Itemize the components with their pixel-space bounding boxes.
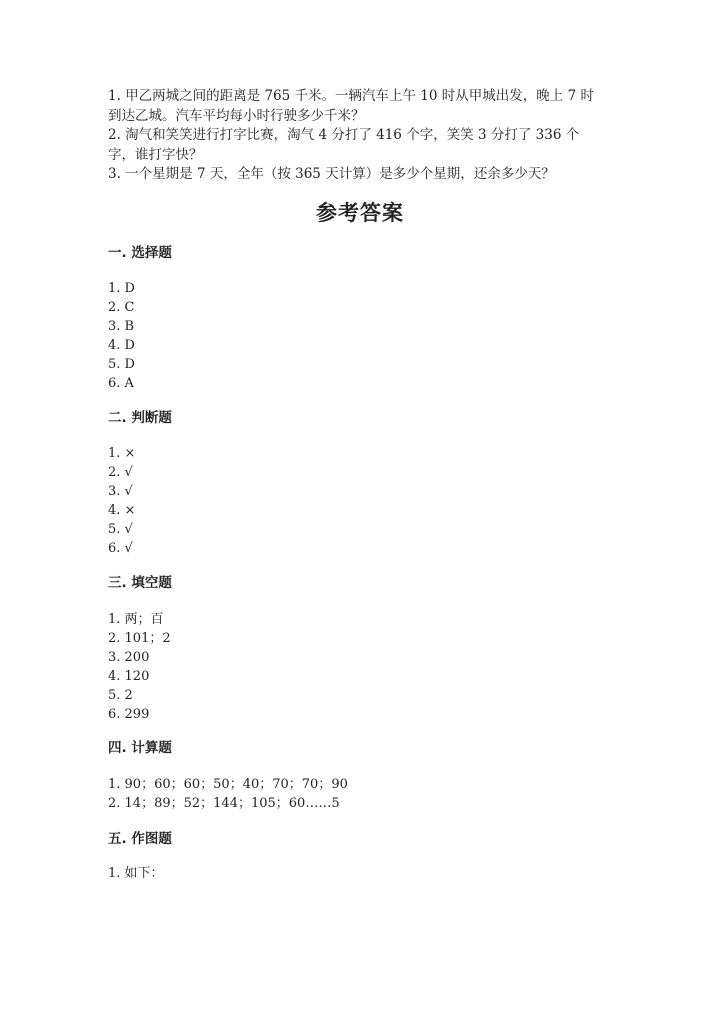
- section-heading-drawing: 五. 作图题: [108, 831, 172, 847]
- list-item: 1. 两；百: [108, 612, 164, 627]
- section-heading-choice: 一. 选择题: [108, 245, 172, 261]
- problem-line: 2. 淘气和笑笑进行打字比赛，淘气 4 分打了 416 个字，笑笑 3 分打了 336 个: [108, 127, 580, 143]
- list-item: 3. √: [108, 484, 133, 499]
- list-item: 5. 2: [108, 688, 133, 703]
- list-item: 4. 120: [108, 669, 150, 684]
- problem-line: 字，谁打字快？: [108, 146, 203, 163]
- list-item: 1. 如下：: [108, 866, 164, 881]
- list-item: 2. √: [108, 465, 133, 480]
- problem-line: 3. 一个星期是 7 天，全年（按 365 天计算）是多少个星期，还余多少天？: [108, 166, 555, 182]
- answer-list-fill-blank: [108, 610, 171, 724]
- list-item: 4. D: [108, 338, 135, 353]
- section-heading-fill-blank: 三. 填空题: [108, 575, 172, 591]
- list-item: 6. √: [108, 541, 133, 556]
- answer-list-judgement: [108, 444, 135, 558]
- section-heading-calculation: 四. 计算题: [108, 740, 172, 756]
- section-heading-judgement: 二. 判断题: [108, 410, 172, 426]
- answer-list-choice: [108, 279, 135, 393]
- problem-line: 1. 甲乙两城之间的距离是 765 千米。一辆汽车上午 10 时从甲城出发，晚上 7 时: [108, 88, 594, 104]
- list-item: 3. 200: [108, 650, 150, 665]
- list-item: 2. 14；89；52；144；105；60……5: [108, 796, 340, 811]
- list-item: 2. C: [108, 300, 135, 315]
- problem-line: 到达乙城。汽车平均每小时行驶多少千米？: [108, 107, 365, 124]
- answer-list-calculation: [108, 775, 348, 813]
- list-item: 1. D: [108, 281, 135, 296]
- list-item: 1. 90；60；60；50；40；70；70；90: [108, 777, 348, 792]
- list-item: 4. ×: [108, 503, 136, 518]
- word-problems: [108, 87, 628, 185]
- answer-list-drawing: [108, 864, 164, 883]
- list-item: 1. ×: [108, 446, 136, 461]
- answer-title: 参考答案: [316, 201, 404, 225]
- list-item: 3. B: [108, 319, 135, 334]
- list-item: 6. A: [108, 376, 134, 391]
- list-item: 5. √: [108, 522, 133, 537]
- list-item: 6. 299: [108, 707, 150, 722]
- list-item: 2. 101；2: [108, 631, 171, 646]
- list-item: 5. D: [108, 357, 135, 372]
